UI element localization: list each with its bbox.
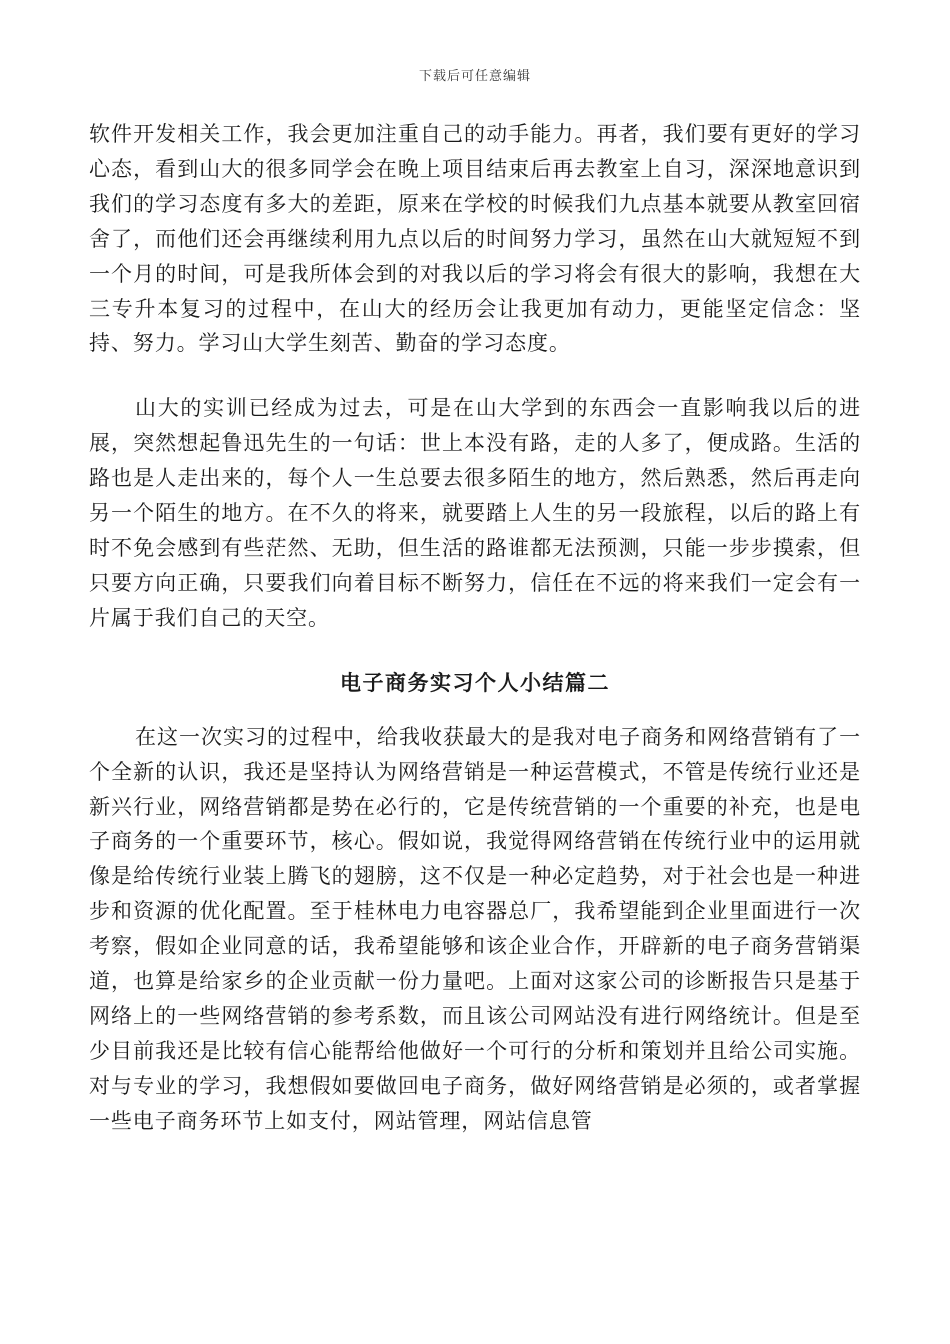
- page-header-note: 下载后可任意编辑: [418, 69, 531, 84]
- section-title: 电子商务实习个人小结篇二: [340, 669, 610, 695]
- paragraph-2: 山大的实训已经成为过去，可是在山大学到的东西会一直影响我以后的进展，突然想起鲁迅先生的一句话：世上本没有路，走的人多了，便成路。生活的路也是人走出来的，每个人一生总要去很多陌生的地方，然后熟悉，然后再走向另一个陌生的地方。在不久的将来，就要踏上人生的另一段旅程，以后的路上有时不免会感到有些茫然、无助，但生活的路谁都无法预测，只能一步步摸索，但只要方向正确，只要我们向着目标不断努力，信任在不远的将来我们一定会有一片属于我们自己的天空。: [89, 396, 861, 630]
- document-body: [89, 117, 861, 1139]
- paragraph-3: 在这一次实习的过程中，给我收获最大的是我对电子商务和网络营销有了一个全新的认识，我还是坚持认为网络营销是一种运营模式，不管是传统行业还是新兴行业，网络营销都是势在必行的，它是传统营销的一个重要的补充，也是电子商务的一个重要环节，核心。假如说，我觉得网络营销在传统行业中的运用就像是给传统行业装上腾飞的翅膀，这不仅是一种必定趋势，对于社会也是一种进步和资源的优化配置。至于桂林电力电容器总厂，我希望能到企业里面进行一次考察，假如企业同意的话，我希望能够和该企业合作，开辟新的电子商务营销渠道，也算是给家乡的企业贡献一份力量吧。上面对这家公司的诊断报告只是基于网络上的一些网络营销的参考系数，而且该公司网站没有进行网络统计。但是至少目前我还是比较有信心能帮给他做好一个可行的分析和策划并且给公司实施。 对与专业的学习，我想假如要做回电子商务，做好网络营销是必须的，或者掌握一些电子商务环节上如支付，网站管理，网站信息管: [89, 724, 861, 1133]
- paragraph-1: 软件开发相关工作，我会更加注重自己的动手能力。再者，我们要有更好的学习心态，看到山大的很多同学会在晚上项目结束后再去教室上自习，深深地意识到我们的学习态度有多大的差距，原来在学校的时候我们九点基本就要从教室回宿舍了，而他们还会再继续利用九点以后的时间努力学习，虽然在山大就短短不到一个月的时间，可是我所体会到的对我以后的学习将会有很大的影响，我想在大三专升本复习的过程中，在山大的经历会让我更加有动力，更能坚定信念：坚持、努力。学习山大学生刻苦、勤奋的学习态度。: [89, 122, 861, 356]
